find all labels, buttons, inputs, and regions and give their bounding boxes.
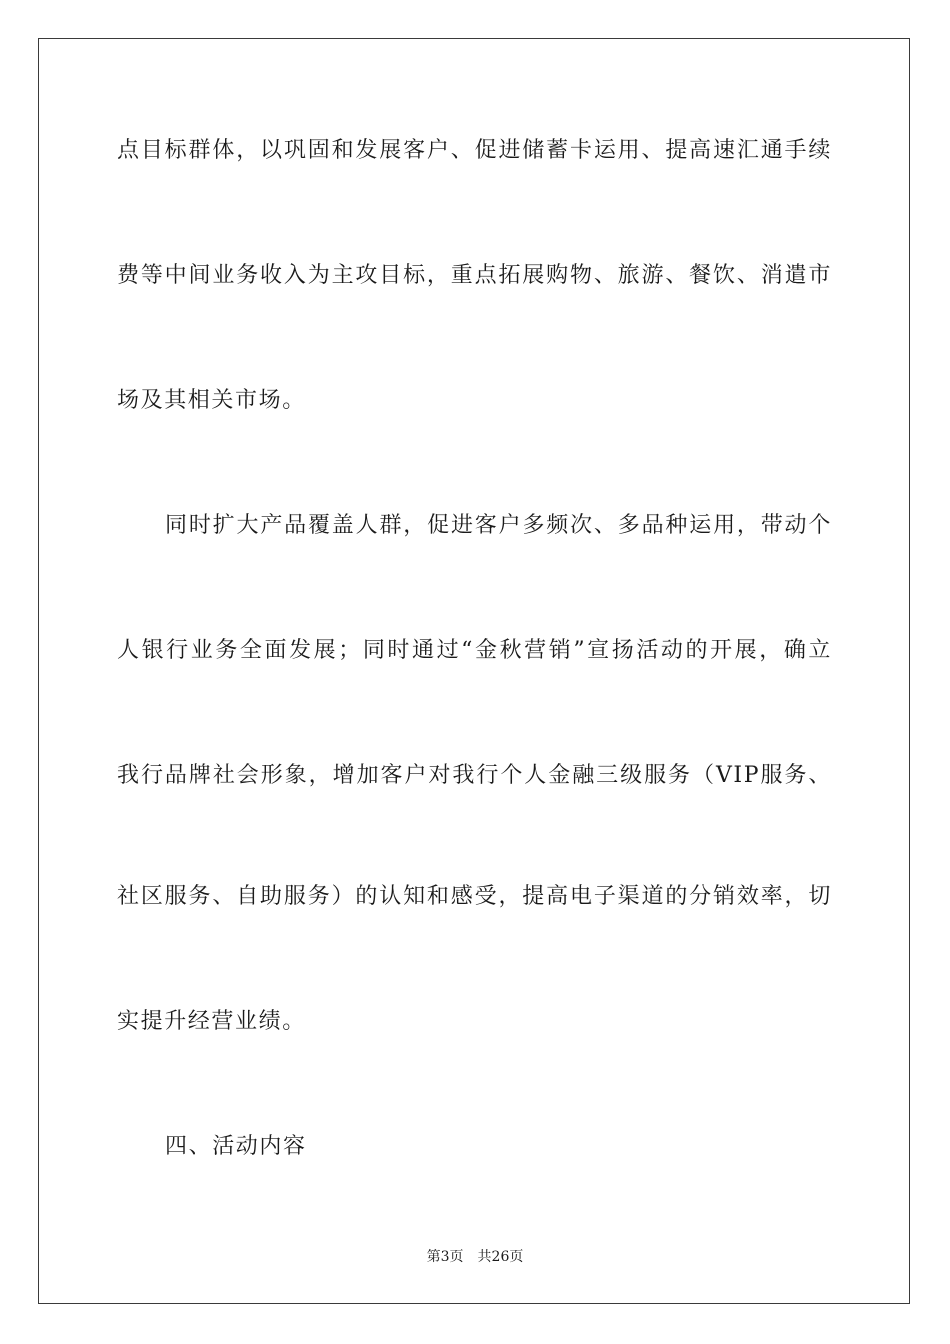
- body-text-line: 社区服务、自助服务）的认知和感受，提高电子渠道的分销效率，切: [117, 884, 832, 909]
- body-text-line: 人银行业务全面发展；同时通过“金秋营销”宣扬活动的开展，确立: [117, 638, 832, 663]
- body-text-line: 我行品牌社会形象，增加客户对我行个人金融三级服务（VIP服务、: [117, 763, 832, 788]
- paragraph-first-line: 同时扩大产品覆盖人群，促进客户多频次、多品种运用，带动个: [165, 513, 832, 538]
- body-text-line: 点目标群体，以巩固和发展客户、促进储蓄卡运用、提高速汇通手续: [117, 138, 832, 163]
- section-heading: 四、活动内容: [165, 1134, 307, 1159]
- page-border: [38, 38, 910, 1304]
- page-footer: [0, 1248, 950, 1266]
- body-text-line: 场及其相关市场。: [117, 388, 306, 413]
- page-number: 第3页: [426, 1249, 464, 1265]
- body-text-line: 费等中间业务收入为主攻目标，重点拓展购物、旅游、餐饮、消遣市: [117, 263, 832, 288]
- page-total: 共26页: [477, 1249, 524, 1265]
- body-text-line: 实提升经营业绩。: [117, 1009, 306, 1034]
